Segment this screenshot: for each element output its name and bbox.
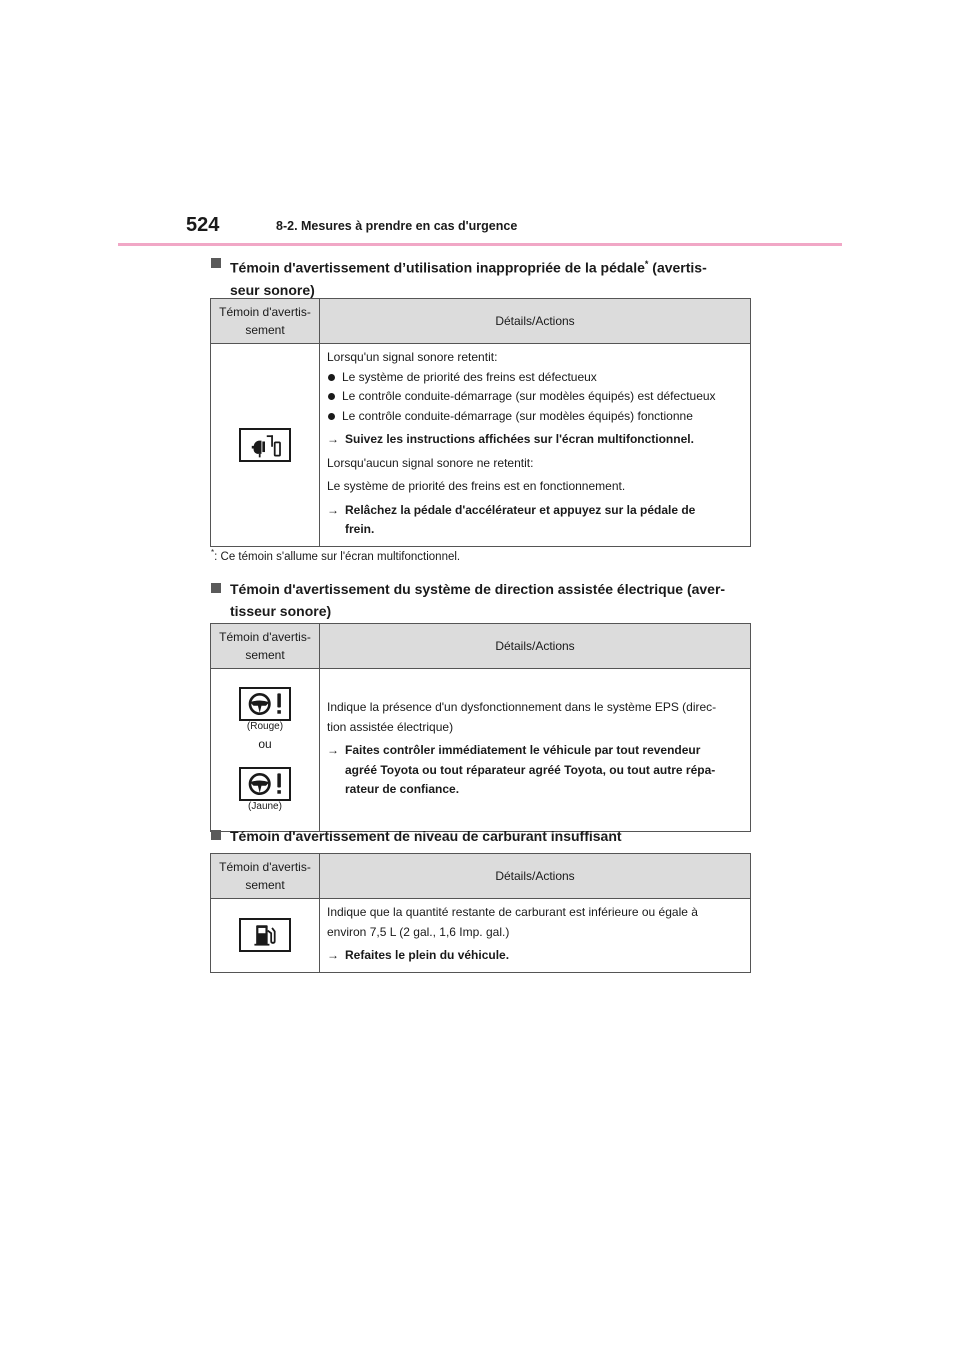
col-header-details: Détails/Actions	[320, 854, 751, 899]
list-item: Le contrôle conduite-démarrage (sur modèles équipés) fonctionne	[327, 407, 742, 427]
or-label: ou	[258, 737, 272, 751]
section-heading-fuel: Témoin d'avertissement de niveau de carburant insuffisant	[211, 825, 751, 847]
action-instruction: → Faites contrôler immédiatement le véhicule par tout revendeur agréé Toyota ou tout réparateur agréé Toyota, ou tout autre répa- rateur de confiance.	[327, 743, 716, 797]
eps-warning-details	[320, 669, 751, 832]
pedal-warning-table	[210, 298, 751, 547]
list-item: Le système de priorité des freins est défectueux	[327, 368, 742, 388]
steering-warning-icon	[239, 687, 291, 721]
pedal-warning-details	[320, 344, 751, 547]
col-header-details: Détails/Actions	[320, 299, 751, 344]
action-instruction: → Refaites le plein du véhicule.	[327, 948, 510, 962]
action-instruction: → Relâchez la pédale d'accélérateur et appuyez sur la pédale de frein.	[327, 502, 696, 536]
description-text: Indique la présence d'un dysfonctionnement dans le système EPS (direc- tion assistée électrique)	[327, 700, 717, 734]
red-label: (Rouge)	[246, 721, 284, 732]
page-number: 524	[186, 214, 220, 236]
list-item: Le contrôle conduite-démarrage (sur modèles équipés) est défectueux	[327, 387, 742, 407]
section-square-icon	[211, 830, 221, 840]
eps-warning-table	[210, 623, 751, 832]
action-instruction: → Suivez les instructions affichées sur l'écran multifonctionnel.	[327, 432, 694, 446]
steering-warning-icon	[239, 767, 291, 801]
chapter-title: 8-2. Mesures à prendre en cas d'urgence	[276, 219, 518, 233]
section-heading-pedal: Témoin d'avertissement d’utilisation inappropriée de la pédale* (avertis- seur sonore)	[211, 253, 751, 301]
status-text: Le système de priorité des freins est en fonctionnement.	[327, 479, 626, 493]
description-text: Indique que la quantité restante de carburant est inférieure ou égale à environ 7,5 L (2 gal., 1,6 Imp. gal.)	[327, 905, 698, 939]
yellow-label: (Jaune)	[248, 801, 282, 812]
section-square-icon	[211, 583, 221, 593]
col-header-warning-light: Témoin d'avertis- sement	[211, 624, 320, 669]
sound-off-intro: Lorsqu'aucun signal sonore ne retentit:	[327, 455, 534, 470]
pedal-misuse-icon	[239, 428, 291, 462]
footnote: *: Ce témoin s'allume sur l'écran multifonctionnel.	[211, 548, 461, 563]
col-header-warning-light: Témoin d'avertis- sement	[211, 854, 320, 899]
header-rule	[118, 243, 842, 246]
sound-on-intro: Lorsqu'un signal sonore retentit:	[327, 350, 498, 364]
col-header-warning-light: Témoin d'avertis- sement	[211, 299, 320, 344]
fuel-warning-details	[320, 899, 751, 973]
col-header-details: Détails/Actions	[320, 624, 751, 669]
section-square-icon	[211, 258, 221, 268]
fuel-pump-icon	[239, 918, 291, 952]
section-heading-eps: Témoin d'avertissement du système de direction assistée électrique (aver- tisseur sonore)	[211, 578, 751, 622]
fuel-warning-table	[210, 853, 751, 973]
